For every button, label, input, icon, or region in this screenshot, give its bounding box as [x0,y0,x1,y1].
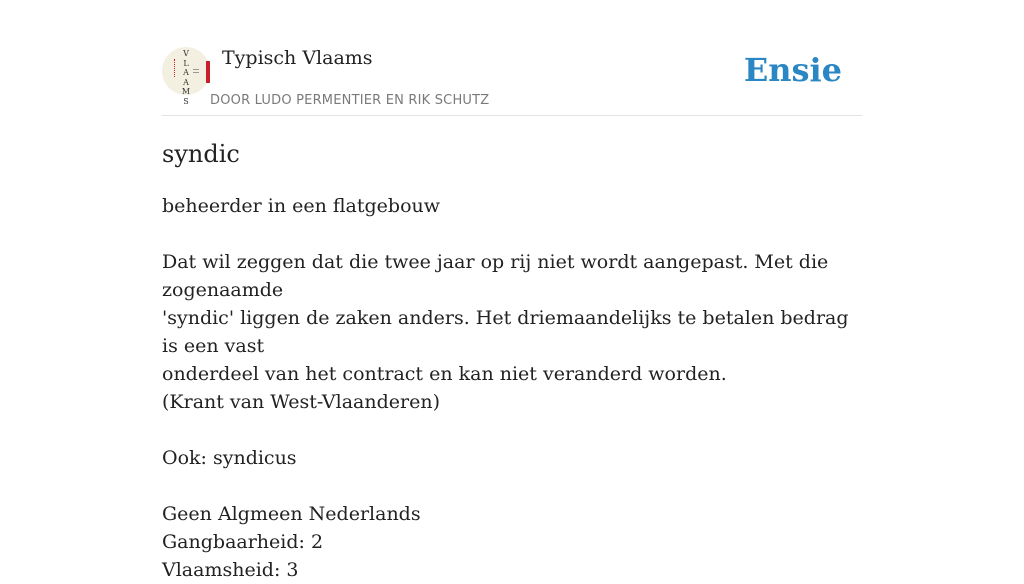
site-title[interactable]: Typisch Vlaams [222,47,373,69]
avatar[interactable] [162,47,210,106]
avatar-line [193,69,199,70]
example-line: Dat wil zeggen dat die twee jaar op rij niet wordt aangepast. Met die zogenaamde [162,251,829,301]
spacer [162,220,862,248]
site-header [162,0,862,116]
entry-body [162,192,862,584]
entry-word: syndic [162,140,240,168]
meta-line: Gangbaarheid: 2 [162,531,324,553]
avatar-red-edge [206,61,210,83]
definition: beheerder in een flatgebouw [162,195,441,217]
meta-line: Vlaamsheid: 3 [162,559,299,581]
example-line: 'syndic' liggen de zaken anders. Het driemaandelijks te betalen bedrag is een vast [162,307,849,357]
avatar-line [193,72,199,73]
brand-logo[interactable]: Ensie [743,51,842,89]
meta-line: Geen Algmeen Nederlands [162,503,421,525]
spacer [162,416,862,444]
spacer [162,472,862,500]
example-line: onderdeel van het contract en kan niet veranderd worden. [162,363,727,385]
page [162,0,862,581]
byline: DOOR LUDO PERMENTIER EN RIK SCHUTZ [210,93,490,108]
avatar-logo-text: V L A A M S [181,49,191,106]
example-source: (Krant van West-Vlaanderen) [162,391,440,413]
also-known-as: Ook: syndicus [162,447,297,469]
avatar-decoration [174,59,177,77]
